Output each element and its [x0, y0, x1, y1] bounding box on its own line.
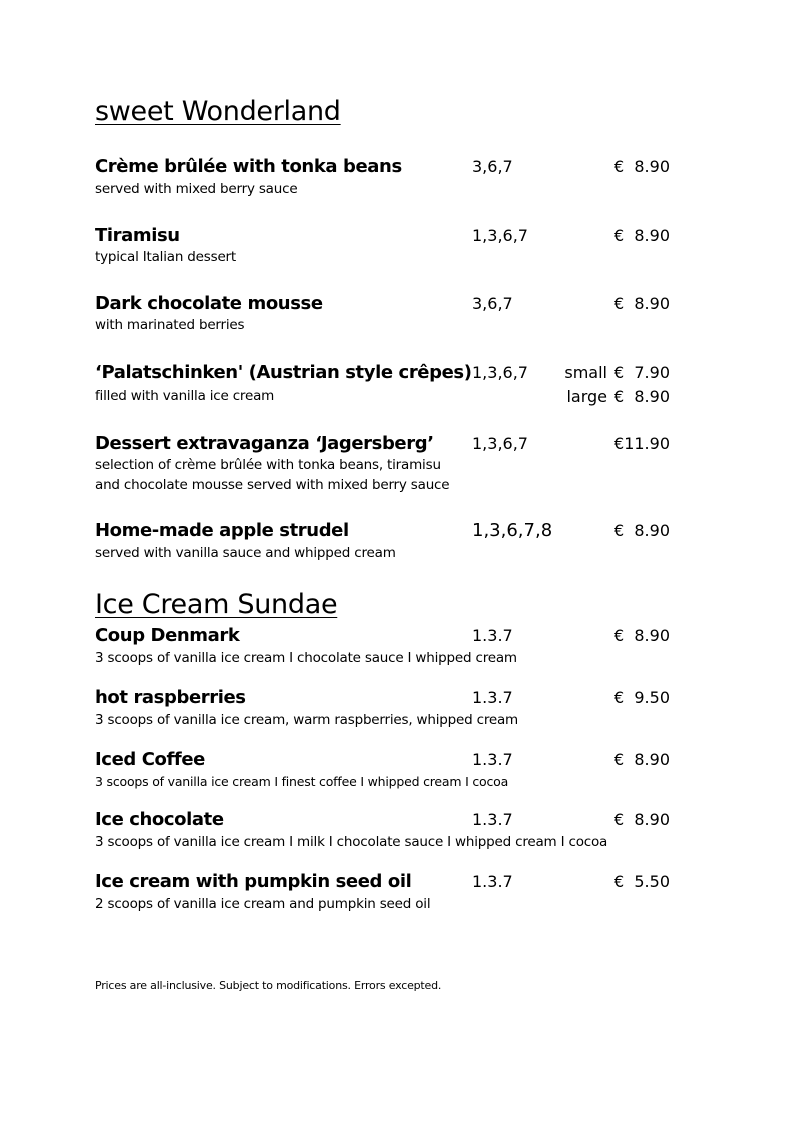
item-description: served with mixed berry sauce — [95, 181, 298, 197]
price-amount: 8.90 — [634, 626, 670, 645]
price-amount: 5.50 — [634, 872, 670, 891]
item-description: filled with vanilla ice cream — [95, 388, 275, 404]
price-amount: 7.90 — [634, 363, 670, 382]
section-title-ice-cream-sundae: Ice Cream Sundae — [95, 589, 338, 620]
currency-symbol: € — [614, 294, 625, 313]
price-amount: 8.90 — [634, 157, 670, 176]
footer-note: Prices are all-inclusive. Subject to modifications. Errors excepted. — [95, 979, 442, 992]
item-description: 3 scoops of vanilla ice cream I milk I chocolate sauce I whipped cream I cocoa — [95, 834, 608, 850]
price-amount: 8.90 — [634, 387, 670, 406]
currency-symbol: € — [614, 872, 625, 891]
size-label-large: large — [566, 387, 607, 406]
item-description: typical Italian dessert — [95, 249, 236, 265]
item-description: with marinated berries — [95, 317, 245, 333]
item-allergens: 1.3.7 — [472, 688, 513, 707]
item-description: 2 scoops of vanilla ice cream and pumpkin seed oil — [95, 896, 431, 912]
item-description-line-2: and chocolate mousse served with mixed berry sauce — [95, 477, 450, 493]
item-description: served with vanilla sauce and whipped cream — [95, 545, 396, 561]
item-allergens: 1,3,6,7 — [472, 226, 528, 245]
item-description: 3 scoops of vanilla ice cream I finest coffee I whipped cream I cocoa — [95, 774, 509, 789]
currency-symbol: € — [614, 626, 625, 645]
price-amount: 8.90 — [634, 521, 670, 540]
item-description: 3 scoops of vanilla ice cream I chocolate sauce I whipped cream — [95, 650, 517, 666]
currency-symbol: € — [614, 750, 625, 769]
item-allergens: 1,3,6,7,8 — [472, 520, 553, 541]
item-name: Coup Denmark — [95, 625, 240, 646]
price-amount: 11.90 — [624, 434, 670, 453]
item-name: Crème brûlée with tonka beans — [95, 156, 402, 177]
currency-symbol: € — [614, 810, 625, 829]
item-allergens: 1,3,6,7 — [472, 434, 528, 453]
item-name: Ice cream with pumpkin seed oil — [95, 871, 412, 892]
item-name: hot raspberries — [95, 687, 246, 708]
item-description: 3 scoops of vanilla ice cream, warm raspberries, whipped cream — [95, 712, 519, 728]
size-label-small: small — [564, 363, 607, 382]
item-allergens: 1,3,6,7 — [472, 363, 528, 382]
item-description-line-1: selection of crème brûlée with tonka beans, tiramisu — [95, 457, 441, 473]
item-name: ‘Palatschinken' (Austrian style crêpes) — [95, 362, 472, 383]
currency-symbol: € — [614, 688, 625, 707]
item-allergens: 1.3.7 — [472, 750, 513, 769]
currency-symbol: € — [614, 226, 625, 245]
currency-symbol: € — [614, 521, 625, 540]
item-allergens: 3,6,7 — [472, 294, 513, 313]
section-title-sweet-wonderland: sweet Wonderland — [95, 96, 341, 127]
item-name: Dessert extravaganza ‘Jagersberg’ — [95, 433, 434, 454]
currency-symbol: € — [614, 387, 625, 406]
price-amount: 8.90 — [634, 750, 670, 769]
item-allergens: 1.3.7 — [472, 872, 513, 891]
item-allergens: 3,6,7 — [472, 157, 513, 176]
price-amount: 8.90 — [634, 810, 670, 829]
item-name: Home-made apple strudel — [95, 520, 349, 541]
price-amount: 8.90 — [634, 226, 670, 245]
item-name: Ice chocolate — [95, 809, 224, 830]
item-allergens: 1.3.7 — [472, 626, 513, 645]
item-name: Dark chocolate mousse — [95, 293, 323, 314]
currency-symbol: € — [614, 363, 625, 382]
item-allergens: 1.3.7 — [472, 810, 513, 829]
price-amount: 9.50 — [634, 688, 670, 707]
item-name: Tiramisu — [95, 225, 180, 246]
price-amount: 8.90 — [634, 294, 670, 313]
currency-symbol: € — [614, 157, 625, 176]
item-name: Iced Coffee — [95, 749, 205, 770]
currency-symbol: € — [614, 434, 625, 453]
